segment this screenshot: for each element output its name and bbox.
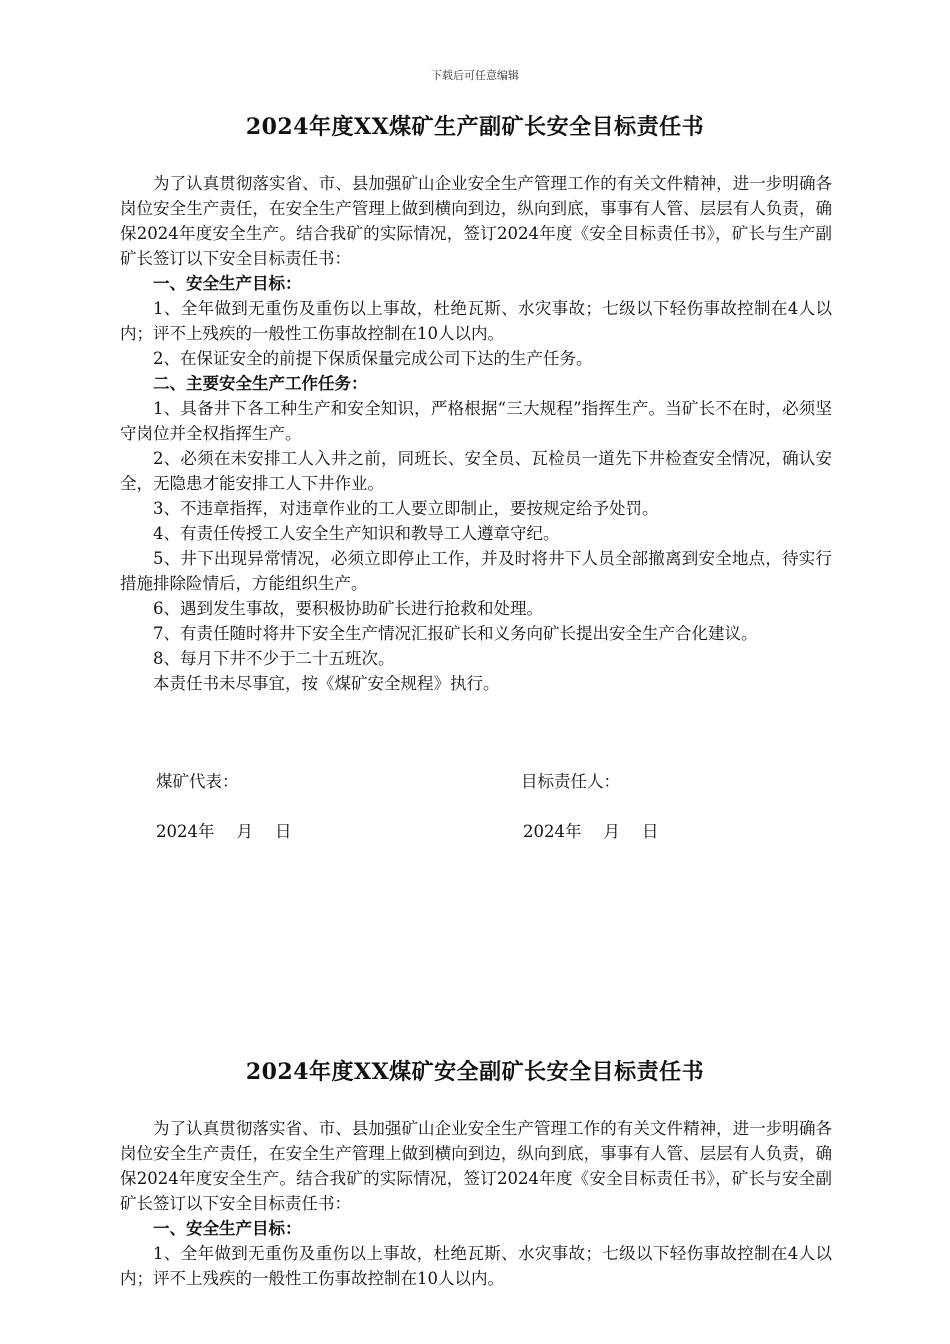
- document-body: [120, 171, 832, 696]
- document-body-2: [120, 1116, 832, 1291]
- section-heading: 一、安全生产目标：: [153, 274, 302, 293]
- signature-date-left: [156, 819, 292, 844]
- list-item: 3、不违章指挥，对违章作业的工人要立即制止，要按规定给予处罚。: [153, 499, 659, 518]
- date-month: 月: [236, 822, 253, 841]
- date-day: 日: [642, 822, 659, 841]
- list-item: 2、在保证安全的前提下保质保量完成公司下达的生产任务。: [153, 349, 593, 368]
- intro-paragraph: 为了认真贯彻落实省、市、县加强矿山企业安全生产管理工作的有关文件精神，进一步明确各岗位安全生产责任，在安全生产管理上做到横向到边，纵向到底，事事有人管、层层有人负责，确保2024年度安全生产。结合我矿的实际情况，签订2024年度《安全目标责任书》，矿长与安全副矿长签订以下安全目标责任书：: [120, 1119, 832, 1213]
- date-day: 日: [275, 822, 292, 841]
- list-item: 4、有责任传授工人安全生产知识和教导工人遵章守纪。: [153, 524, 560, 543]
- list-item: 1、全年做到无重伤及重伤以上事故，杜绝瓦斯、水灾事故；七级以下轻伤事故控制在4人以内；评不上残疾的一般性工伤事故控制在10人以内。: [120, 1244, 832, 1288]
- header-note: 下载后可任意编辑: [431, 69, 519, 82]
- signature-date-right: [523, 819, 659, 844]
- responsible-person-label: 目标责任人：: [521, 772, 620, 791]
- list-item: 1、全年做到无重伤及重伤以上事故，杜绝瓦斯、水灾事故；七级以下轻伤事故控制在4人以内；评不上残疾的一般性工伤事故控制在10人以内。: [120, 299, 832, 343]
- date-month: 月: [603, 822, 620, 841]
- intro-paragraph: 为了认真贯彻落实省、市、县加强矿山企业安全生产管理工作的有关文件精神，进一步明确各岗位安全生产责任，在安全生产管理上做到横向到边，纵向到底，事事有人管、层层有人负责，确保2024年度安全生产。结合我矿的实际情况，签订2024年度《安全目标责任书》，矿长与生产副矿长签订以下安全目标责任书：: [120, 174, 832, 268]
- mine-representative-label: 煤矿代表：: [156, 772, 239, 791]
- document-title-2: 2024年度XX煤矿安全副矿长安全目标责任书: [245, 1059, 705, 1085]
- list-item: 8、每月下井不少于二十五班次。: [153, 649, 395, 668]
- date-year: 2024年: [523, 822, 582, 841]
- list-item: 7、有责任随时将井下安全生产情况汇报矿长和义务向矿长提出安全生产合化建议。: [153, 624, 758, 643]
- list-item: 2、必须在未安排工人入井之前，同班长、安全员、瓦检员一道先下井检查安全情况，确认安全，无隐患才能安排工人下井作业。: [120, 449, 832, 493]
- closing-paragraph: 本责任书未尽事宜，按《煤矿安全规程》执行。: [153, 674, 500, 693]
- section-heading: 二、主要安全生产工作任务：: [153, 374, 368, 393]
- list-item: 5、井下出现异常情况，必须立即停止工作，并及时将井下人员全部撤离到安全地点，待实行措施排除险情后，方能组织生产。: [120, 549, 832, 593]
- section-heading: 一、安全生产目标：: [153, 1219, 302, 1238]
- date-year: 2024年: [156, 822, 215, 841]
- list-item: 1、具备井下各工种生产和安全知识，严格根据“三大规程”指挥生产。当矿长不在时，必须坚守岗位并全权指挥生产。: [120, 399, 832, 443]
- document-title: 2024年度XX煤矿生产副矿长安全目标责任书: [245, 114, 705, 140]
- list-item: 6、遇到发生事故，要积极协助矿长进行抢救和处理。: [153, 599, 543, 618]
